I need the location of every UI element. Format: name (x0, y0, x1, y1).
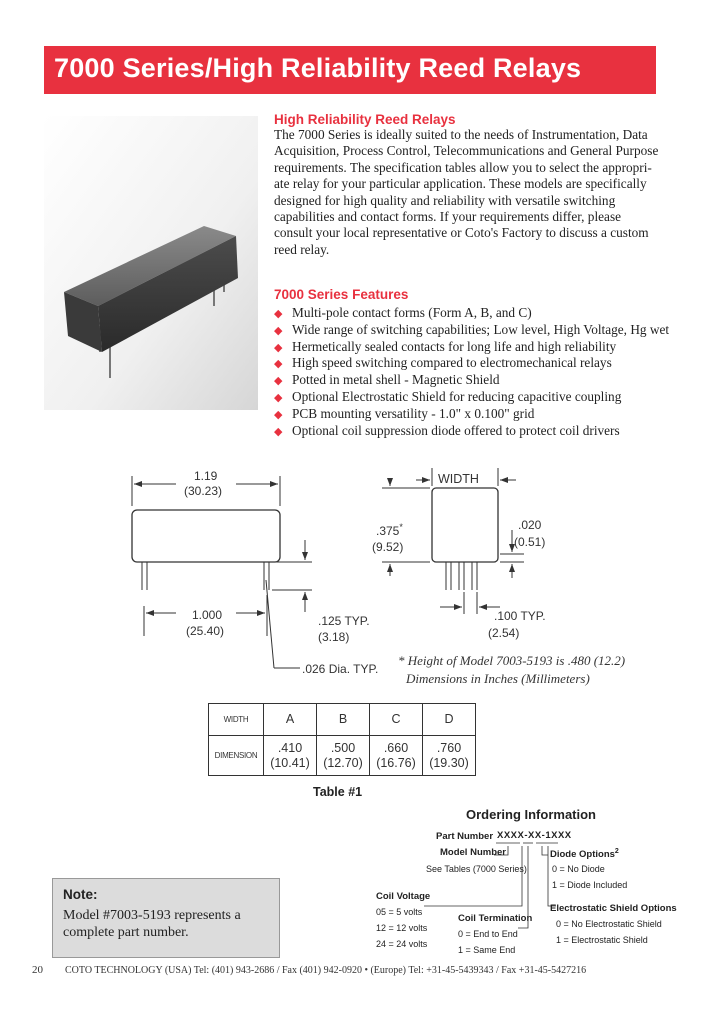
intro-heading: High Reliability Reed Relays (274, 112, 456, 127)
list-item: ◆ Hermetically sealed contacts for long life and high reliability (274, 338, 617, 354)
diamond-bullet-icon: ◆ (274, 375, 283, 388)
table-row-label: DIMENSION (209, 736, 264, 776)
footer-contact: COTO TECHNOLOGY (USA) Tel: (401) 943-2686 / Fax (401) 942-0920 • (Europe) Tel: +31-45-5439343 / Fax +31-45-5427216 (65, 965, 587, 976)
page-number: 20 (32, 964, 43, 976)
list-item: ◆ Optional coil suppression diode offered to protect coil drivers (274, 422, 620, 438)
pin-span-inch: 1.000 (192, 608, 223, 622)
list-item: ◆ High speed switching compared to electromechanical relays (274, 355, 612, 371)
page-title: 7000 Series/High Reliability Reed Relays (54, 53, 582, 83)
coil-voltage-option: 24 = 24 volts (376, 939, 428, 949)
diamond-bullet-icon: ◆ (274, 358, 283, 371)
pitch-inch: .100 TYP. (494, 609, 546, 623)
coil-termination-option: 0 = End to End (458, 929, 518, 939)
shield-options-title: Electrostatic Shield Options (550, 903, 677, 914)
note-title: Note: (63, 887, 98, 902)
pin-diameter: .026 Dia. TYP. (302, 662, 379, 676)
diode-option: 0 = No Diode (552, 864, 605, 874)
width-table: WIDTH A B C D DIMENSION .410 (10.41) .500 (12.70) .660 (16.76) .760 (19.30) (208, 703, 476, 776)
dimension-footnote: * Height of Model 7003-5193 is .480 (12.2) Dimensions in Inches (Millimeters) (398, 653, 626, 686)
note-text: Model #7003-5193 represents a complete part number. (63, 908, 241, 940)
pin-span-mm: (25.40) (186, 624, 225, 638)
model-number-note: See Tables (7000 Series) (426, 864, 527, 874)
part-number-label: Part Number (436, 831, 494, 842)
diode-options-title: Diode Options$^2$ (550, 848, 619, 861)
length-inch: 1.19 (194, 469, 218, 483)
pin-length-mm: (3.18) (318, 630, 350, 644)
table-caption: Table #1 (313, 785, 363, 799)
table-row-label: WIDTH (209, 704, 264, 736)
coil-termination-option: 1 = Same End (458, 945, 516, 955)
diamond-bullet-icon: ◆ (274, 391, 283, 404)
intro-paragraph: The 7000 Series is ideally suited to the needs of Instrumentation, Data Acquisition, Process Control, Telecommunications and General Purpose requirements. The specification tables allow you to select the appropri- ate relay for your particular application. These models are specifically designed for high quality and reliability with versatile switching capabilities and contact forms. If your requirements differ, please consult your local representative or Coto's Factory to discuss a custom reed relay. (274, 127, 659, 257)
diamond-bullet-icon: ◆ (274, 308, 283, 320)
coil-termination-title: Coil Termination (458, 913, 533, 924)
pitch-mm: (2.54) (488, 626, 520, 640)
list-item: ◆ Optional Electrostatic Shield for reducing capacitive coupling (274, 388, 622, 404)
diamond-bullet-icon: ◆ (274, 324, 283, 337)
list-item: ◆ Multi-pole contact forms (Form A, B, and C) (274, 305, 532, 320)
height-inch: .375* (376, 522, 403, 538)
list-item: ◆ PCB mounting versatility - 1.0" x 0.100" grid (274, 405, 535, 421)
ordering-title: Ordering Information (466, 807, 596, 822)
table-cell: .500 (12.70) (317, 736, 370, 776)
offset-mm: (0.51) (514, 535, 546, 549)
diamond-bullet-icon: ◆ (274, 425, 283, 438)
width-label: WIDTH (438, 472, 479, 486)
offset-inch: .020 (518, 518, 542, 532)
shield-option: 0 = No Electrostatic Shield (556, 919, 662, 929)
pin-length-inch: .125 TYP. (318, 614, 370, 628)
page-footer (32, 964, 586, 976)
coil-voltage-option: 12 = 12 volts (376, 923, 428, 933)
note-box (52, 878, 280, 958)
height-mm: (9.52) (372, 540, 404, 554)
table-cell: .660 (16.76) (370, 736, 423, 776)
table-cell: .410 (10.41) (264, 736, 317, 776)
diode-option: 1 = Diode Included (552, 880, 628, 890)
coil-voltage-option: 05 = 5 volts (376, 907, 423, 917)
diamond-bullet-icon: ◆ (274, 341, 283, 354)
part-number-code: XXXX-XX-1XXX (497, 830, 572, 841)
features-heading: 7000 Series Features (274, 287, 409, 302)
table-cell: .760 (19.30) (423, 736, 476, 776)
model-number-label: Model Number (440, 847, 506, 858)
length-mm: (30.23) (184, 484, 223, 498)
diamond-bullet-icon: ◆ (274, 408, 283, 421)
shield-option: 1 = Electrostatic Shield (556, 935, 648, 945)
list-item: ◆ Wide range of switching capabilities; Low level, High Voltage, Hg wet (274, 321, 670, 337)
list-item: ◆ Potted in metal shell - Magnetic Shield (274, 372, 500, 388)
coil-voltage-title: Coil Voltage (376, 891, 431, 902)
